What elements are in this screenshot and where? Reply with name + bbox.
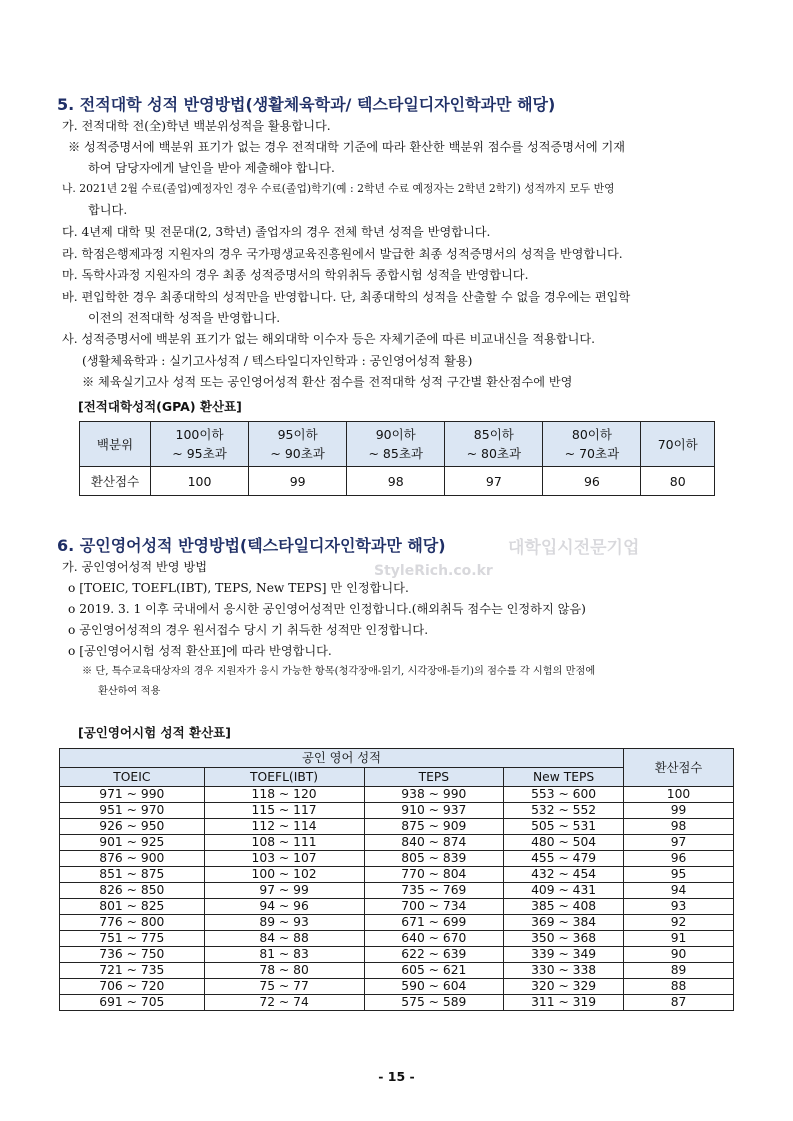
eng-range-cell: 971 ~ 990	[60, 787, 205, 803]
eng-range-cell: 350 ~ 368	[504, 931, 624, 947]
s5-line-ba-cont: 이전의 전적대학 성적을 반영합니다.	[88, 311, 281, 325]
eng-range-cell: 115 ~ 117	[204, 803, 364, 819]
eng-range-cell: 432 ~ 454	[504, 867, 624, 883]
eng-converted-score-cell: 90	[624, 947, 734, 963]
table-row	[60, 979, 734, 995]
s6-bullet-3: o 공인영어성적의 경우 원서접수 당시 기 취득한 성적만 인정합니다.	[68, 623, 429, 637]
s6-note: ※ 단, 특수교육대상자의 경우 지원자가 응시 가능한 항목(청각장애-읽기, 시각장애-듣기)의 점수를 각 시험의 만점에	[82, 666, 596, 677]
table-row	[60, 963, 734, 979]
eng-range-cell: 81 ~ 83	[204, 947, 364, 963]
eng-converted-score-cell: 92	[624, 915, 734, 931]
table-row	[60, 819, 734, 835]
eng-range-cell: 118 ~ 120	[204, 787, 364, 803]
eng-range-cell: 575 ~ 589	[364, 995, 504, 1011]
gpa-score-cell: 98	[347, 467, 445, 496]
english-score-table	[59, 748, 734, 1011]
eng-range-cell: 605 ~ 621	[364, 963, 504, 979]
eng-converted-score-cell: 100	[624, 787, 734, 803]
table-row	[60, 883, 734, 899]
eng-range-cell: 78 ~ 80	[204, 963, 364, 979]
eng-group-header: 공인 영어 성적	[60, 749, 624, 768]
eng-range-cell: 736 ~ 750	[60, 947, 205, 963]
s5-line-sa-paren: (생활체육학과 : 실기고사성적 / 텍스타일디자인학과 : 공인영어성적 활용)	[82, 354, 473, 368]
gpa-table	[79, 421, 715, 496]
eng-converted-score-cell: 91	[624, 931, 734, 947]
eng-range-cell: 97 ~ 99	[204, 883, 364, 899]
eng-converted-score-cell: 88	[624, 979, 734, 995]
s6-bullet-2: o 2019. 3. 1 이후 국내에서 응시한 공인영어성적만 인정합니다.(해외취득 점수는 인정하지 않음)	[68, 602, 586, 616]
eng-col-header: TOEFL(IBT)	[204, 768, 364, 787]
gpa-range-cell: 70이하	[641, 422, 715, 467]
s5-line-da: 다. 4년제 대학 및 전문대(2, 3학년) 졸업자의 경우 전체 학년 성적을 반영합니다.	[62, 225, 491, 239]
table-row	[60, 899, 734, 915]
eng-range-cell: 640 ~ 670	[364, 931, 504, 947]
s5-line-sa: 사. 성적증명서에 백분위 표기가 없는 해외대학 이수자 등은 자체기준에 따른 비교내신을 적용합니다.	[62, 332, 596, 346]
gpa-row-header-score: 환산점수	[80, 467, 151, 496]
eng-range-cell: 851 ~ 875	[60, 867, 205, 883]
eng-range-cell: 622 ~ 639	[364, 947, 504, 963]
s5-line-na-cont: 합니다.	[88, 203, 128, 217]
eng-range-cell: 369 ~ 384	[504, 915, 624, 931]
table-row	[60, 835, 734, 851]
eng-range-cell: 776 ~ 800	[60, 915, 205, 931]
s5-note-1-cont: 하여 담당자에게 날인을 받아 제출해야 합니다.	[88, 161, 335, 175]
eng-range-cell: 112 ~ 114	[204, 819, 364, 835]
s6-note-cont: 환산하여 적용	[98, 686, 161, 697]
eng-score-header: 환산점수	[624, 749, 734, 787]
gpa-range-cell: 90이하 ~ 85초과	[347, 422, 445, 467]
section6-title: 6. 공인영어성적 반영방법(텍스타일디자인학과만 해당)	[57, 536, 446, 555]
eng-range-cell: 320 ~ 329	[504, 979, 624, 995]
eng-converted-score-cell: 89	[624, 963, 734, 979]
eng-range-cell: 480 ~ 504	[504, 835, 624, 851]
eng-col-header: TEPS	[364, 768, 504, 787]
table-row	[60, 947, 734, 963]
gpa-score-cell: 80	[641, 467, 715, 496]
eng-range-cell: 505 ~ 531	[504, 819, 624, 835]
eng-range-cell: 801 ~ 825	[60, 899, 205, 915]
eng-range-cell: 100 ~ 102	[204, 867, 364, 883]
eng-range-cell: 876 ~ 900	[60, 851, 205, 867]
eng-range-cell: 910 ~ 937	[364, 803, 504, 819]
eng-col-header: New TEPS	[504, 768, 624, 787]
watermark-url: StyleRich.co.kr	[374, 563, 493, 579]
eng-converted-score-cell: 98	[624, 819, 734, 835]
page-number: - 15 -	[378, 1069, 415, 1084]
s6-bullet-1: o [TOEIC, TOEFL(IBT), TEPS, New TEPS] 만 인정합니다.	[68, 581, 409, 595]
gpa-range-cell: 100이하 ~ 95초과	[151, 422, 249, 467]
eng-range-cell: 691 ~ 705	[60, 995, 205, 1011]
eng-range-cell: 94 ~ 96	[204, 899, 364, 915]
eng-range-cell: 926 ~ 950	[60, 819, 205, 835]
eng-range-cell: 875 ~ 909	[364, 819, 504, 835]
gpa-range-cell: 80이하 ~ 70초과	[543, 422, 641, 467]
eng-range-cell: 840 ~ 874	[364, 835, 504, 851]
table-row	[60, 931, 734, 947]
s5-line-ma: 마. 독학사과정 지원자의 경우 최종 성적증명서의 학위취득 종합시험 성적을 반영합니다.	[62, 268, 529, 282]
gpa-row-header-percentile: 백분위	[80, 422, 151, 467]
eng-converted-score-cell: 94	[624, 883, 734, 899]
table-row	[60, 915, 734, 931]
eng-range-cell: 385 ~ 408	[504, 899, 624, 915]
eng-range-cell: 770 ~ 804	[364, 867, 504, 883]
eng-range-cell: 103 ~ 107	[204, 851, 364, 867]
eng-range-cell: 805 ~ 839	[364, 851, 504, 867]
eng-range-cell: 951 ~ 970	[60, 803, 205, 819]
s5-note-2: ※ 체육실기고사 성적 또는 공인영어성적 환산 점수를 전적대학 성적 구간별 환산점수에 반영	[82, 375, 573, 389]
s5-line-na: 나. 2021년 2월 수료(졸업)예정자인 경우 수료(졸업)학기(예 : 2학년 수료 예정자는 2학년 2학기) 성적까지 모두 반영	[62, 182, 615, 195]
eng-range-cell: 409 ~ 431	[504, 883, 624, 899]
eng-converted-score-cell: 93	[624, 899, 734, 915]
eng-col-header: TOEIC	[60, 768, 205, 787]
eng-range-cell: 89 ~ 93	[204, 915, 364, 931]
gpa-table-caption: [전적대학성적(GPA) 환산표]	[78, 399, 242, 414]
eng-range-cell: 84 ~ 88	[204, 931, 364, 947]
eng-table-caption: [공인영어시험 성적 환산표]	[78, 725, 231, 740]
table-row	[60, 803, 734, 819]
eng-range-cell: 901 ~ 925	[60, 835, 205, 851]
eng-range-cell: 108 ~ 111	[204, 835, 364, 851]
table-row	[60, 787, 734, 803]
eng-converted-score-cell: 95	[624, 867, 734, 883]
eng-converted-score-cell: 87	[624, 995, 734, 1011]
eng-converted-score-cell: 97	[624, 835, 734, 851]
s5-line-ga: 가. 전적대학 전(全)학년 백분위성적을 활용합니다.	[62, 119, 331, 133]
eng-range-cell: 721 ~ 735	[60, 963, 205, 979]
section5-title: 5. 전적대학 성적 반영방법(생활체육학과/ 텍스타일디자인학과만 해당)	[57, 95, 556, 114]
gpa-score-cell: 99	[249, 467, 347, 496]
gpa-score-cell: 96	[543, 467, 641, 496]
table-row	[60, 851, 734, 867]
eng-range-cell: 671 ~ 699	[364, 915, 504, 931]
s6-line-ga: 가. 공인영어성적 반영 방법	[62, 560, 208, 574]
eng-range-cell: 532 ~ 552	[504, 803, 624, 819]
eng-range-cell: 706 ~ 720	[60, 979, 205, 995]
gpa-score-cell: 100	[151, 467, 249, 496]
eng-range-cell: 826 ~ 850	[60, 883, 205, 899]
eng-range-cell: 311 ~ 319	[504, 995, 624, 1011]
table-row	[60, 995, 734, 1011]
eng-range-cell: 590 ~ 604	[364, 979, 504, 995]
s5-line-ra: 라. 학점은행제과정 지원자의 경우 국가평생교육진흥원에서 발급한 최종 성적증명서의 성적을 반영합니다.	[62, 247, 623, 261]
eng-converted-score-cell: 99	[624, 803, 734, 819]
eng-range-cell: 339 ~ 349	[504, 947, 624, 963]
watermark-korean: 대학입시전문기업	[508, 538, 640, 558]
eng-range-cell: 938 ~ 990	[364, 787, 504, 803]
eng-range-cell: 751 ~ 775	[60, 931, 205, 947]
eng-range-cell: 75 ~ 77	[204, 979, 364, 995]
gpa-range-cell: 95이하 ~ 90초과	[249, 422, 347, 467]
eng-range-cell: 72 ~ 74	[204, 995, 364, 1011]
eng-range-cell: 700 ~ 734	[364, 899, 504, 915]
eng-converted-score-cell: 96	[624, 851, 734, 867]
gpa-range-cell: 85이하 ~ 80초과	[445, 422, 543, 467]
table-row	[60, 867, 734, 883]
gpa-score-cell: 97	[445, 467, 543, 496]
eng-range-cell: 735 ~ 769	[364, 883, 504, 899]
eng-range-cell: 553 ~ 600	[504, 787, 624, 803]
eng-range-cell: 330 ~ 338	[504, 963, 624, 979]
s5-line-ba: 바. 편입학한 경우 최종대학의 성적만을 반영합니다. 단, 최종대학의 성적을 산출할 수 없을 경우에는 편입학	[62, 290, 631, 304]
s5-note-1: ※ 성적증명서에 백분위 표기가 없는 경우 전적대학 기준에 따라 환산한 백분위 점수를 성적증명서에 기재	[68, 140, 626, 154]
eng-range-cell: 455 ~ 479	[504, 851, 624, 867]
s6-bullet-4: o [공인영어시험 성적 환산표]에 따라 반영합니다.	[68, 644, 332, 658]
